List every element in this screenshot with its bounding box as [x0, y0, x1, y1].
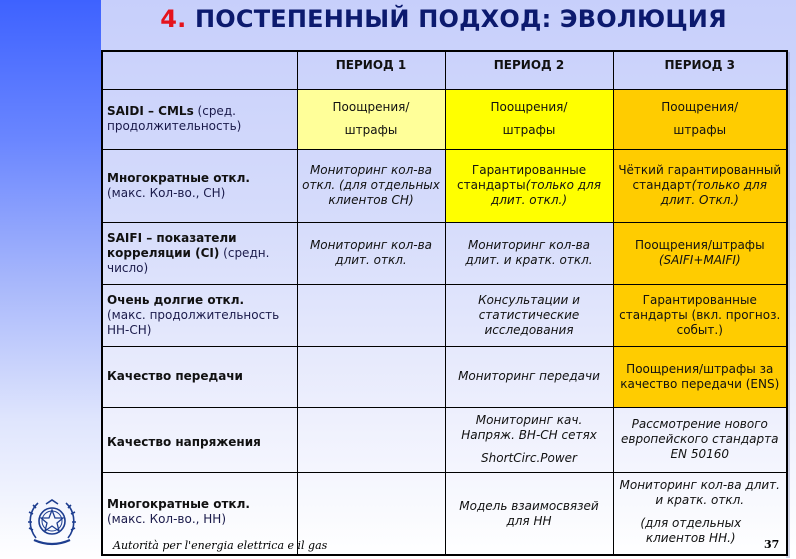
cell-period-2: Консультации и статистические исследования — [445, 284, 613, 346]
italian-republic-emblem-icon — [26, 494, 78, 550]
cell-period-1: Поощрения/ штрафы — [297, 89, 445, 149]
title-text: ПОСТЕПЕННЫЙ ПОДХОД: ЭВОЛЮЦИЯ — [186, 5, 727, 33]
cell-period-2: Мониторинг передачи — [445, 346, 613, 407]
row-label: SAIFI – показатели корреляции (CI) (средн. число) — [102, 222, 297, 284]
table-row — [102, 346, 787, 407]
page-number: 37 — [764, 538, 780, 551]
cell-period-3: Поощрения/штрафы за качество передачи (ENS) — [613, 346, 787, 407]
row-label: Очень долгие откл. (макс. продолжительность НН-СН) — [102, 284, 297, 346]
row-label: Многократные откл. (макс. Кол-во., НН) — [102, 472, 297, 555]
evolution-table — [101, 50, 788, 556]
cell-period-1: Мониторинг кол-ва откл. (для отдельных клиентов СН) — [297, 149, 445, 222]
table-row — [102, 149, 787, 222]
header-period-1: ПЕРИОД 1 — [297, 51, 445, 89]
table-row — [102, 407, 787, 472]
row-label: SAIDI – CMLs (сред. продолжительность) — [102, 89, 297, 149]
cell-period-3: Чёткий гарантированный стандарт(только для длит. Откл.) — [613, 149, 787, 222]
row-label: Многократные откл. (макс. Кол-во., СН) — [102, 149, 297, 222]
cell-period-1 — [297, 346, 445, 407]
cell-period-2: Гарантированные стандарты(только для длит. откл.) — [445, 149, 613, 222]
cell-period-3: Рассмотрение нового европейского стандарта EN 50160 — [613, 407, 787, 472]
table-row — [102, 222, 787, 284]
cell-period-2: Мониторинг кол-ва длит. и кратк. откл. — [445, 222, 613, 284]
table-row — [102, 89, 787, 149]
table-row — [102, 284, 787, 346]
cell-period-3: Гарантированные стандарты (вкл. прогноз. событ.) — [613, 284, 787, 346]
cell-period-2: Мониторинг кач. Напряж. ВН-СН сетях ShortCirc.Power — [445, 407, 613, 472]
header-row — [102, 51, 787, 89]
cell-period-3: Поощрения/штрафы (SAIFI+MAIFI) — [613, 222, 787, 284]
cell-period-1 — [297, 284, 445, 346]
cell-period-1: Мониторинг кол-ва длит. откл. — [297, 222, 445, 284]
header-period-3: ПЕРИОД 3 — [613, 51, 787, 89]
title-number: 4. — [160, 5, 187, 33]
cell-period-3: Поощрения/ штрафы — [613, 89, 787, 149]
cell-period-1 — [297, 407, 445, 472]
cell-period-2: Модель взаимосвязей для НН — [445, 472, 613, 555]
header-period-2: ПЕРИОД 2 — [445, 51, 613, 89]
footer-authority-name: Autorità per l'energia elettrica e il gas — [113, 539, 328, 552]
row-label: Качество передачи — [102, 346, 297, 407]
cell-period-3: Мониторинг кол-ва длит. и кратк. откл. (для отдельных клиентов НН.) — [613, 472, 787, 555]
cell-period-2: Поощрения/ штрафы — [445, 89, 613, 149]
left-gradient-strip — [0, 0, 101, 559]
slide-title — [101, 5, 786, 33]
header-corner — [102, 51, 297, 89]
row-label: Качество напряжения — [102, 407, 297, 472]
